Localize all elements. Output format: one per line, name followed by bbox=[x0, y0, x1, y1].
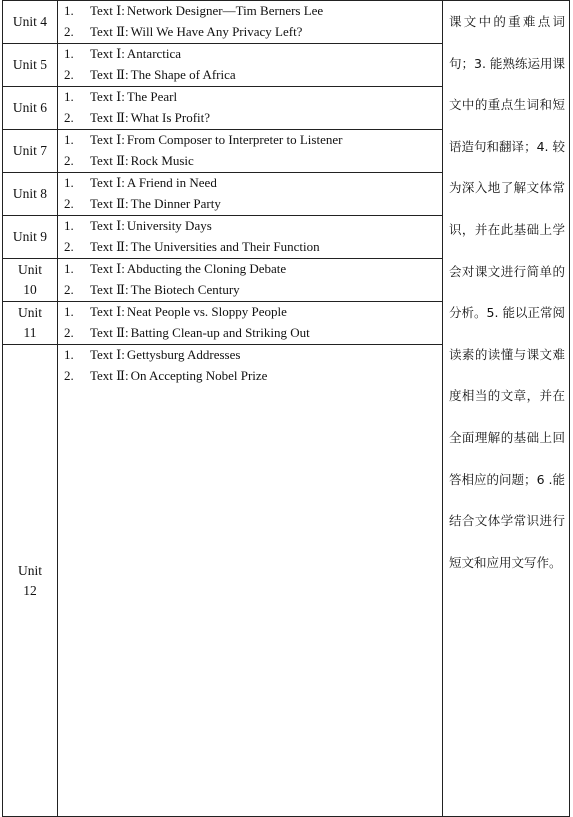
text-title: University Days bbox=[126, 218, 212, 233]
item-number: 1. bbox=[64, 132, 74, 147]
item-number: 1. bbox=[64, 347, 74, 362]
text-title: A Friend in Need bbox=[126, 175, 217, 190]
unit-label: Unit 7 bbox=[12, 143, 48, 158]
unit-label-cell bbox=[3, 1, 58, 44]
text-item bbox=[64, 108, 442, 129]
text-title: Rock Music bbox=[130, 153, 194, 168]
text-label: Text Ⅱ: bbox=[90, 282, 129, 297]
texts-cell bbox=[58, 345, 443, 817]
text-title: Batting Clean-up and Striking Out bbox=[130, 325, 310, 340]
text-item bbox=[64, 151, 442, 172]
text-label: Text Ⅰ: bbox=[90, 218, 125, 233]
text-title: What Is Profit? bbox=[130, 110, 211, 125]
item-number: 2. bbox=[64, 325, 74, 340]
item-number: 2. bbox=[64, 368, 74, 383]
item-number: 1. bbox=[64, 46, 74, 61]
text-label: Text Ⅰ: bbox=[90, 3, 125, 18]
goal-item: 6 .能结合文体学常识进行短文和应用文写作。 bbox=[449, 471, 565, 570]
text-item bbox=[64, 237, 442, 258]
goal-item: 课文中的重难点词句； bbox=[449, 14, 565, 71]
text-item bbox=[64, 194, 442, 215]
text-title: The Pearl bbox=[126, 89, 178, 104]
text-item bbox=[64, 366, 442, 387]
item-number: 2. bbox=[64, 110, 74, 125]
text-title: The Shape of Africa bbox=[130, 67, 236, 82]
text-title: Network Designer—Tim Berners Lee bbox=[126, 3, 324, 18]
item-number: 1. bbox=[64, 89, 74, 104]
unit-row bbox=[3, 1, 570, 44]
unit-label: Unit 5 bbox=[12, 57, 48, 72]
unit-label-cell bbox=[3, 173, 58, 216]
texts-cell bbox=[58, 259, 443, 302]
unit-label: Unit 8 bbox=[12, 186, 48, 201]
item-number: 1. bbox=[64, 218, 74, 233]
texts-cell bbox=[58, 87, 443, 130]
texts-cell bbox=[58, 302, 443, 345]
text-item bbox=[64, 173, 442, 194]
item-number: 2. bbox=[64, 153, 74, 168]
unit-label-cell bbox=[3, 44, 58, 87]
text-title: The Biotech Century bbox=[130, 282, 240, 297]
text-item bbox=[64, 280, 442, 301]
text-label: Text Ⅱ: bbox=[90, 110, 129, 125]
unit-label-cell bbox=[3, 345, 58, 817]
text-title: Neat People vs. Sloppy People bbox=[126, 304, 287, 319]
text-item bbox=[64, 65, 442, 86]
text-title: On Accepting Nobel Prize bbox=[130, 368, 268, 383]
item-number: 1. bbox=[64, 261, 74, 276]
course-content-table bbox=[2, 0, 570, 817]
unit-label: Unit 9 bbox=[12, 229, 48, 244]
text-label: Text Ⅰ: bbox=[90, 132, 125, 147]
item-number: 2. bbox=[64, 239, 74, 254]
text-title: Will We Have Any Privacy Left? bbox=[130, 24, 303, 39]
unit-label-cell bbox=[3, 302, 58, 345]
text-label: Text Ⅰ: bbox=[90, 304, 125, 319]
texts-cell bbox=[58, 216, 443, 259]
text-title: Abducting the Cloning Debate bbox=[126, 261, 287, 276]
item-number: 2. bbox=[64, 196, 74, 211]
text-item bbox=[64, 22, 442, 43]
item-number: 1. bbox=[64, 304, 74, 319]
unit-label: Unit 12 bbox=[17, 562, 42, 598]
text-item bbox=[64, 44, 442, 65]
unit-label-cell bbox=[3, 216, 58, 259]
text-label: Text Ⅱ: bbox=[90, 67, 129, 82]
texts-cell bbox=[58, 130, 443, 173]
unit-label: Unit 6 bbox=[12, 100, 48, 115]
teaching-goals-cell bbox=[443, 1, 570, 817]
text-title: Gettysburg Addresses bbox=[126, 347, 241, 362]
text-label: Text Ⅰ: bbox=[90, 46, 125, 61]
text-item bbox=[64, 130, 442, 151]
item-number: 1. bbox=[64, 175, 74, 190]
unit-label-cell bbox=[3, 259, 58, 302]
item-number: 2. bbox=[64, 24, 74, 39]
text-item bbox=[64, 302, 442, 323]
text-label: Text Ⅱ: bbox=[90, 239, 129, 254]
text-label: Text Ⅰ: bbox=[90, 261, 125, 276]
item-number: 2. bbox=[64, 282, 74, 297]
texts-cell bbox=[58, 1, 443, 44]
goal-item: 5. 能以正常阅读素的读懂与课文难度相当的文章，并在全面理解的基础上回答相应的问题； bbox=[449, 305, 565, 487]
text-label: Text Ⅰ: bbox=[90, 347, 125, 362]
text-item bbox=[64, 259, 442, 280]
text-title: From Composer to Interpreter to Listener bbox=[126, 132, 343, 147]
text-item bbox=[64, 1, 442, 22]
text-label: Text Ⅱ: bbox=[90, 153, 129, 168]
text-item bbox=[64, 345, 442, 366]
text-label: Text Ⅱ: bbox=[90, 368, 129, 383]
unit-label-cell bbox=[3, 87, 58, 130]
unit-label-cell bbox=[3, 130, 58, 173]
texts-cell bbox=[58, 44, 443, 87]
text-item bbox=[64, 216, 442, 237]
item-number: 2. bbox=[64, 67, 74, 82]
text-item bbox=[64, 323, 442, 344]
goal-item: 4. 较为深入地了解文体常识，并在此基础上学会对课文进行简单的分析。 bbox=[449, 138, 565, 321]
text-item bbox=[64, 87, 442, 108]
texts-cell bbox=[58, 173, 443, 216]
text-label: Text Ⅱ: bbox=[90, 196, 129, 211]
item-number: 1. bbox=[64, 3, 74, 18]
text-title: Antarctica bbox=[126, 46, 182, 61]
text-title: The Dinner Party bbox=[130, 196, 221, 211]
text-title: The Universities and Their Function bbox=[130, 239, 320, 254]
unit-label: Unit 11 bbox=[17, 305, 42, 340]
text-label: Text Ⅰ: bbox=[90, 175, 125, 190]
text-label: Text Ⅰ: bbox=[90, 89, 125, 104]
unit-label: Unit 10 bbox=[17, 262, 42, 297]
goal-item: 3. 能熟练运用课文中的重点生词和短语造句和翻译； bbox=[449, 55, 565, 154]
text-label: Text Ⅱ: bbox=[90, 24, 129, 39]
unit-label: Unit 4 bbox=[12, 14, 48, 29]
text-label: Text Ⅱ: bbox=[90, 325, 129, 340]
